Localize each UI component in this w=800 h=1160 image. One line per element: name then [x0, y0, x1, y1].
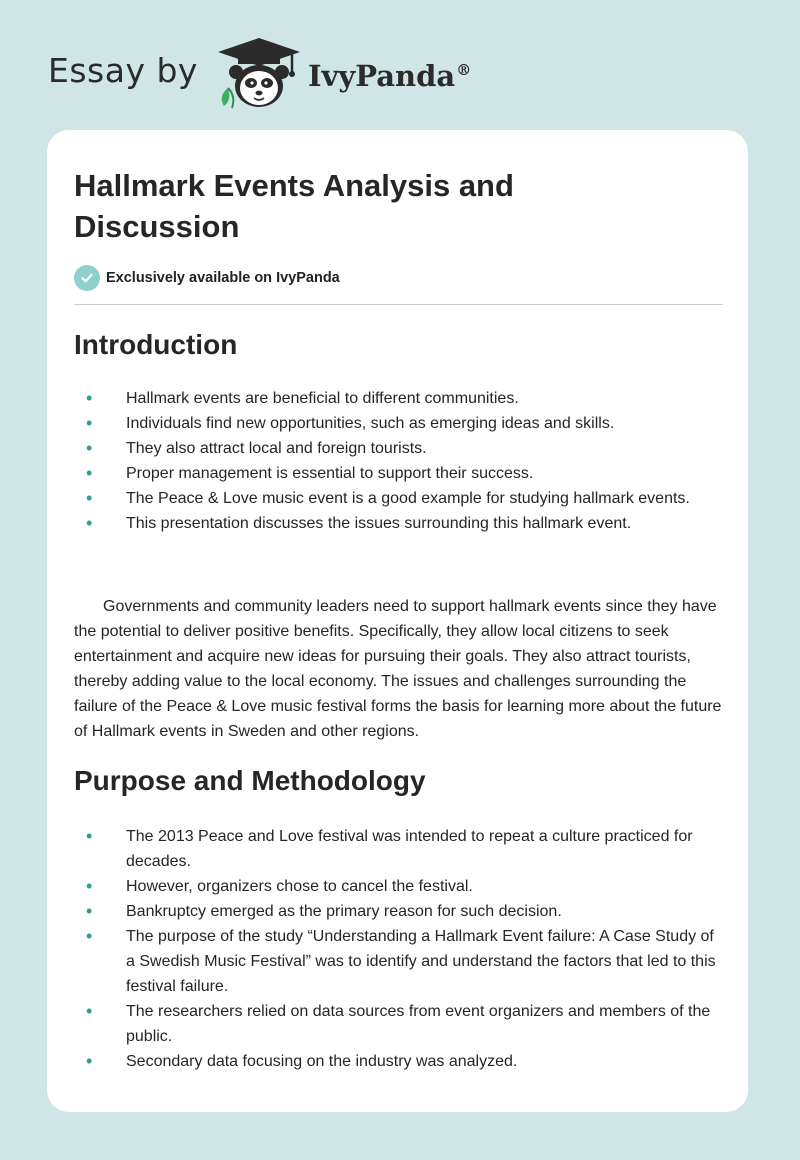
purpose-bullet-list — [74, 824, 723, 1074]
exclusive-badge — [74, 265, 723, 291]
list-item: • The researchers relied on data sources from event organizers and members of the public. — [74, 999, 723, 1049]
page-title: Hallmark Events Analysis and Discussion — [74, 168, 514, 244]
introduction-paragraph: Governments and community leaders need to support hallmark events since they have the potential to deliver positive benefits. Specifically, they allow local citizens to seek entertainment and acquire new ideas for pursuing their goals. They also attract tourists, thereby adding value to the local economy. The issues and challenges surrounding the failure of the Peace & Love music festival forms the basis for learning more about the future of Hallmark events in Sweden and other regions. — [74, 598, 722, 740]
divider — [74, 304, 723, 305]
list-item: • The purpose of the study “Understanding a Hallmark Event failure: A Case Study of a Swedish Music Festival” was to identify and understand the factors that led to this festival failure. — [74, 924, 723, 999]
list-item: • Hallmark events are beneficial to different communities. — [74, 386, 723, 411]
registered-mark: ® — [456, 61, 472, 80]
list-item: • Proper management is essential to support their success. — [74, 461, 723, 486]
essay-content — [74, 130, 723, 1074]
list-item: • The 2013 Peace and Love festival was intended to repeat a culture practiced for decades. — [74, 824, 723, 874]
exclusive-label: Exclusively available on IvyPanda — [106, 270, 340, 286]
introduction-bullet-list — [74, 386, 723, 536]
list-item: • Secondary data focusing on the industry was analyzed. — [74, 1049, 723, 1074]
check-icon — [74, 265, 100, 291]
brand-prefix: Essay by — [48, 50, 198, 90]
list-item: • Individuals find new opportunities, such as emerging ideas and skills. — [74, 411, 723, 436]
brand-name — [308, 59, 471, 93]
site-header-brand[interactable] — [48, 36, 471, 110]
list-item: • The Peace & Love music event is a good example for studying hallmark events. — [74, 486, 723, 511]
brand-name-text: IvyPanda — [307, 59, 456, 93]
purpose-heading: Purpose and Methodology — [74, 765, 426, 796]
introduction-heading: Introduction — [74, 329, 238, 360]
list-item: • Bankruptcy emerged as the primary reason for such decision. — [74, 899, 723, 924]
essay-card — [47, 130, 748, 1112]
list-item: • However, organizers chose to cancel the festival. — [74, 874, 723, 899]
list-item: • This presentation discusses the issues surrounding this hallmark event. — [74, 511, 723, 536]
list-item: • They also attract local and foreign tourists. — [74, 436, 723, 461]
panda-graduate-logo-icon — [214, 36, 304, 110]
